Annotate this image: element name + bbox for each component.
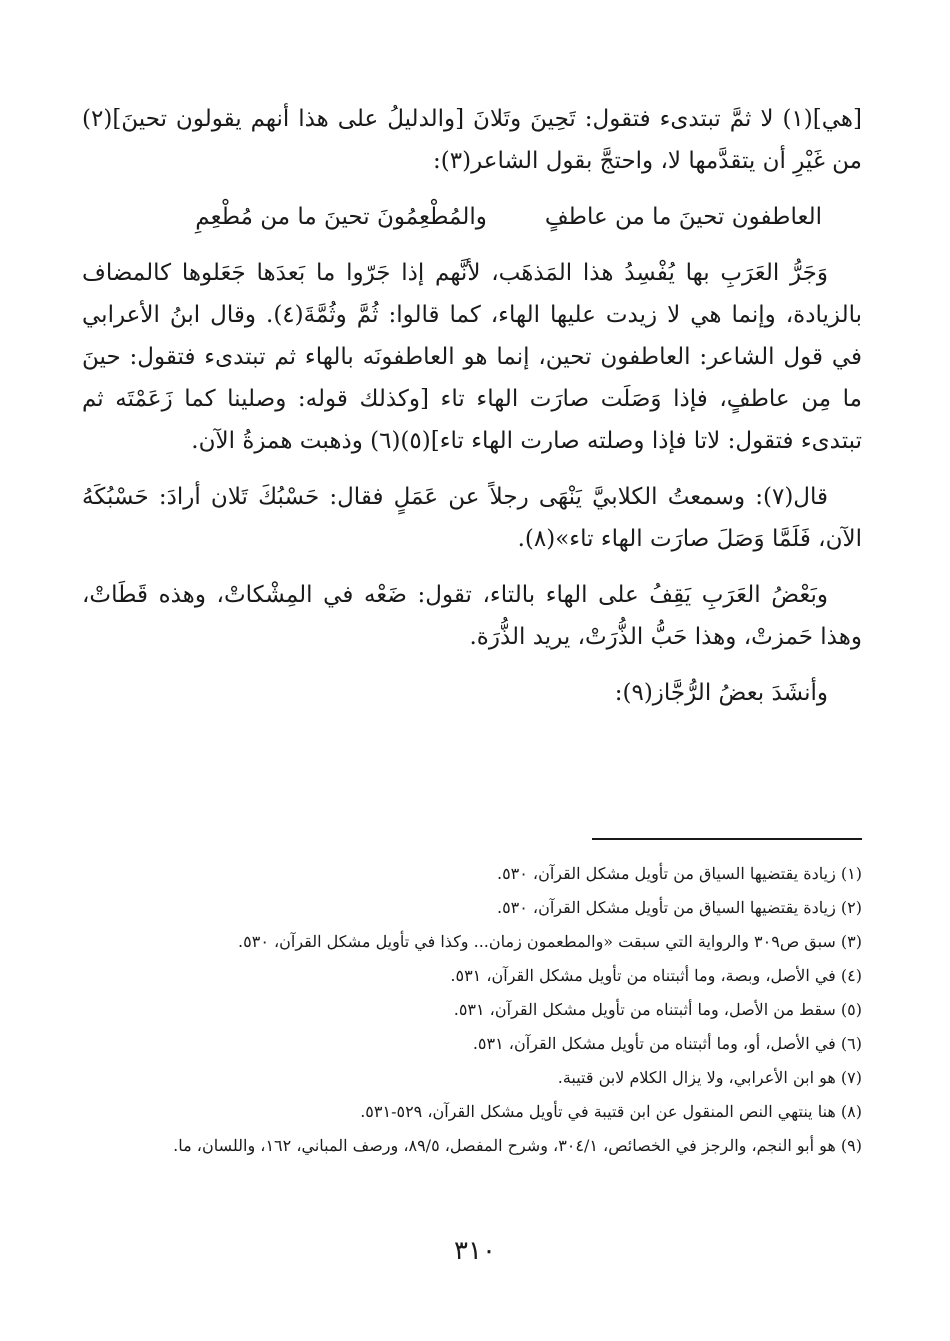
footnote-9: (٩) هو أبو النجم، والرجز في الخصائص، ٣٠٤/١، وشرح المفصل، ٨٩/٥، ورصف المباني، ١٦٢، واللسان، ما. <box>173 1136 862 1155</box>
footnote-3: (٣) سبق ص٣٠٩ والرواية التي سبقت «والمطعمون زمان... وكذا في تأويل مشكل القرآن، ٥٣٠. <box>238 932 862 951</box>
paragraph-4: وبَعْضُ العَرَبِ يَقِفُ على الهاء بالتاء، تقول: ضَعْه في المِشْكاتْ، وهذه قَطَاتْ، وهذا حَمزتْ، وهذا حَبُّ الذُّرَتْ، يريد الذُّرَة. <box>82 582 862 650</box>
poetry-verse <box>82 196 862 238</box>
footnote-8: (٨) هنا ينتهي النص المنقول عن ابن قتيبة في تأويل مشكل القرآن، ٥٢٩-٥٣١. <box>360 1102 862 1121</box>
verse-first-hemistich: العاطفون تحينَ ما من عاطفٍ <box>544 204 822 230</box>
page-number: ٣١٠ <box>454 1236 496 1266</box>
paragraph-3: قال(٧): وسمعتُ الكلابيَّ يَنْهَى رجلاً عن عَمَلٍ فقال: حَسْبُكَ تَلان أرادَ: حَسْبُكَهُ الآن، فَلَمَّا وَصَلَ صارَت الهاء تاء»(٨). <box>82 484 862 552</box>
paragraph-5: وأنشَدَ بعضُ الرُّجَّاز(٩): <box>614 680 828 706</box>
footnote-5: (٥) سقط من الأصل، وما أثبتناه من تأويل مشكل القرآن، ٥٣١. <box>453 1000 862 1019</box>
footnote-2: (٢) زيادة يقتضيها السياق من تأويل مشكل القرآن، ٥٣٠. <box>496 898 862 917</box>
footnote-6: (٦) في الأصل، أو، وما أثبتناه من تأويل مشكل القرآن، ٥٣١. <box>472 1034 862 1053</box>
footnote-7: (٧) هو ابن الأعرابي، ولا يزال الكلام لابن قتيبة. <box>557 1068 862 1087</box>
footnote-4: (٤) في الأصل، وبصة، وما أثبتناه من تأويل مشكل القرآن، ٥٣١. <box>450 966 862 985</box>
footnote-separator <box>592 838 862 840</box>
paragraph-2: وَجَرُّ العَرَبِ بها يُفْسِدُ هذا المَذهَب، لأنَّهم إذا جَرّوا ما بَعدَها جَعَلوها كالمضاف بالزيادة، وإنما هي لا زيدت عليها الهاء، كما قالوا: ثُمَّ وثُمَّةَ(٤). وقال ابنُ الأعرابي في قول الشاعر: العاطفون تحين، إنما هو العاطفونَه بالهاء ثم تبتدىء فتقول: حينَ ما مِن عاطفٍ، فإذا وَصَلَت صارَت الهاء تاء [وكذلك قوله: وصلينا كما زَعَمْتَه ثم تبتدىء فتقول: لاتا فإذا وصلته صارت الهاء تاء](٥)(٦) وذهبت همزةُ الآن. <box>82 260 862 454</box>
verse-second-hemistich: والمُطْعِمُونَ تحينَ ما من مُطْعِمِ <box>195 204 487 230</box>
main-text <box>82 98 862 728</box>
footnote-1: (١) زيادة يقتضيها السياق من تأويل مشكل القرآن، ٥٣٠. <box>496 864 862 883</box>
paragraph-1: [هي](١) لا ثمَّ تبتدىء فتقول: تَحِينَ وتَلانَ [والدليلُ على هذا أنهم يقولون تحينَ](٢) من غَيْرِ أن يتقدَّمها لا، واحتجَّ بقول الشاعر(٣): <box>82 106 862 174</box>
footnotes <box>82 857 862 1163</box>
